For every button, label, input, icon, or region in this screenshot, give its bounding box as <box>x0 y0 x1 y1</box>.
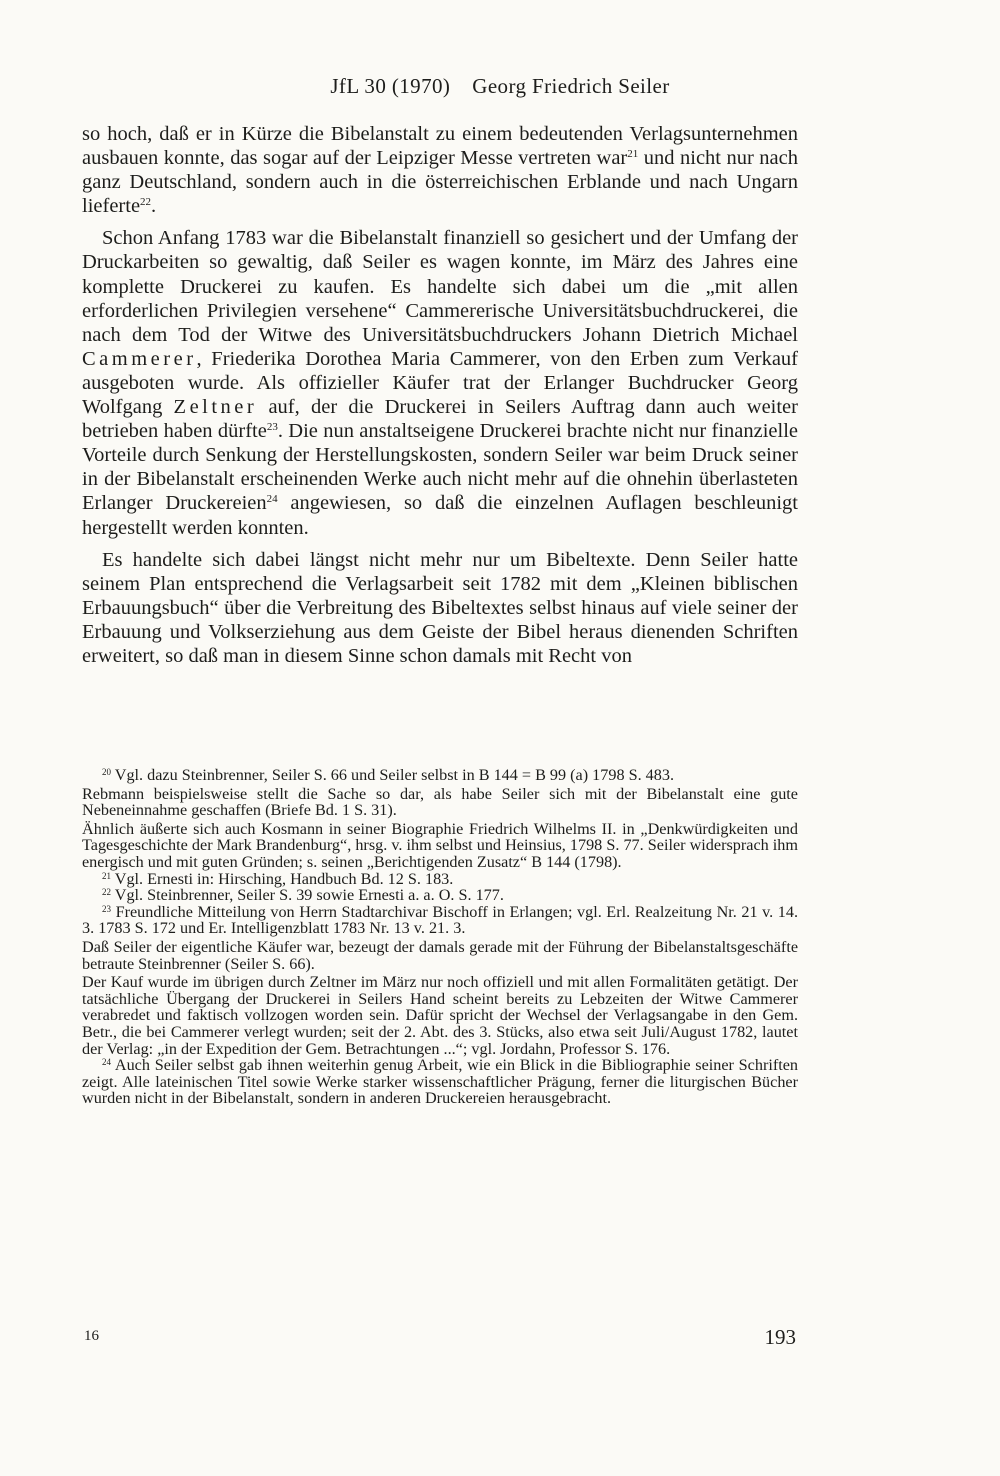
footnote: $^{20}$ Vgl. dazu Steinbrenner, Seiler S. 66 und Seiler selbst in B 144 = B 99 (a) 1798 S. 483. <box>102 766 675 784</box>
paragraph: so hoch, daß er in Kürze die Bibelanstalt zu einem bedeutenden Verlagsunternehmen ausbauen konnte, das sogar auf der Leipziger Messe vertreten war$^{21}$ und nicht nur nach ganz Deutschland, sondern auch in die österreichischen Erblande und nach Ungarn lieferte$^{22}$. <box>82 123 799 218</box>
paragraph: Es handelte sich dabei längst nicht mehr nur um Bibeltexte. Denn Seiler hatte seinem Plan entsprechend die Verlagsarbeit seit 1782 mit dem „Kleinen biblischen Erbauungsbuch“ über die Verbreitung des Bibeltextes selbst hinaus auf viele seiner der Erbauung und Volkserziehung aus dem Geiste der Bibel heraus dienenden Schriften erweitert, so daß man in diesem Sinne schon damals mit Recht von <box>82 548 798 667</box>
page-number: 193 <box>764 1325 796 1349</box>
footnote-number: 20 <box>102 767 111 777</box>
footnote: $^{22}$ Vgl. Steinbrenner, Seiler S. 39 sowie Ernesti a. a. O. S. 177. <box>102 886 504 905</box>
footnote: $^{23}$ Freundliche Mitteilung von Herrn Stadtarchivar Bischoff in Erlangen; vgl. Erl. Realzeitung Nr. 21 v. 14. 3. 1783 S. 172 und Er. Intelligenzblatt 1783 Nr. 13 v. 21. 3. <box>82 902 798 938</box>
footnote-number: 22 <box>102 887 111 898</box>
journal-reference: JfL 30 (1970) <box>330 74 451 98</box>
footnote-ref[interactable]: 24 <box>266 493 278 506</box>
footnote-number: 24 <box>102 1057 111 1068</box>
running-title: Georg Friedrich Seiler <box>472 74 670 98</box>
footnote-ref[interactable]: 23 <box>266 421 278 434</box>
footnote: Rebmann beispielsweise stellt die Sache so dar, als habe Seiler sich mit der Bibelanstalt eine gute Nebeneinnahme geschaffen (Briefe Bd. 1 S. 31). <box>82 784 798 820</box>
footnote-ref[interactable]: 22 <box>140 196 152 209</box>
footnote: Ähnlich äußerte sich auch Kosmann in seiner Biographie Friedrich Wilhelms II. in „Denkwürdigkeiten und Tagesgeschichte der Mark Brandenburg“, hrsg. v. ihm selbst und Heinsius, 1798 S. 77. Seiler widersprach ihm energisch und mit guten Gründen; s. seinen „Berichtigenden Zusatz“ B 144 (1798). <box>82 819 798 871</box>
spaced-name: Cammerer <box>82 347 197 370</box>
sheet-signature: 16 <box>84 1328 99 1344</box>
running-header <box>0 74 1000 99</box>
footnote: Der Kauf wurde im übrigen durch Zeltner im März nur noch offiziell und mit allen Formalitäten getätigt. Der tatsächliche Übergang der Druckerei in Seilers Hand scheint bereits zu Lebzeiten der Witwe Cammerer verabredet und faktisch vollzogen worden sein. Dafür spricht der Wechsel der Verlagsangabe in den Gem. Betr., die bei Cammerer verlegt wurden; seit der 2. Abt. des 3. Stücks, also etwa seit Juli/August 1782, lautet der Verlag: „in der Expedition der Gem. Betrachtungen ...“; vgl. Jordahn, Professor S. 176. <box>82 973 798 1058</box>
footnote-number: 21 <box>102 870 111 881</box>
main-text <box>82 122 798 668</box>
spaced-name: Zeltner <box>173 396 258 419</box>
paragraph: Schon Anfang 1783 war die Bibelanstalt finanziell so gesichert und der Umfang der Druckarbeiten so gewaltig, daß Seiler es wagen konnte, im März des Jahres eine komplette Druckerei zu kaufen. Es handelte sich dabei um die „mit allen erforderlichen Privilegien versehene“ Cammererische Universitätsbuchdruckerei, die nach dem Tod der Witwe des Universitätsbuchdruckers Johann Dietrich Michael Cammerer, Friederika Dorothea Maria Cammerer, von den Erben zum Verkauf ausgeboten wurde. Als offizieller Käufer trat der Erlanger Buchdrucker Georg Wolfgang Zeltner auf, der die Druckerei in Seilers Auftrag dann auch weiter betrieben haben dürfte$^{23}$. Die nun anstaltseigene Druckerei brachte nicht nur finanzielle Vorteile durch Senkung der Herstellungskosten, sondern Seiler war beim Druck seiner in der Bibelanstalt erscheinenden Werke auch nicht mehr auf die ohnehin überlasteten Erlanger Druckereien$^{24}$ angewiesen, so daß die einzelnen Auflagen beschleunigt hergestellt werden konnten. <box>82 227 798 539</box>
footnote: Daß Seiler der eigentliche Käufer war, bezeugt der damals gerade mit der Führung der Bibelanstaltsgeschäfte betraute Steinbrenner (Seiler S. 66). <box>82 937 798 973</box>
footnote: $^{24}$ Auch Seiler selbst gab ihnen weiterhin genug Arbeit, wie ein Blick in die Bibliographie seiner Schriften zeigt. Alle lateinischen Titel sowie Werke starker wissenschaftlicher Prägung, ferner die liturgischen Bücher wurden nicht in der Bibelanstalt, sondern in anderen Druckereien herausgebracht. <box>82 1056 799 1108</box>
footnotes <box>82 767 798 1107</box>
footnote-number: 23 <box>102 903 111 914</box>
footnote: $^{21}$ Vgl. Ernesti in: Hirsching, Handbuch Bd. 12 S. 183. <box>102 869 454 888</box>
footnote-ref[interactable]: 21 <box>627 148 639 161</box>
